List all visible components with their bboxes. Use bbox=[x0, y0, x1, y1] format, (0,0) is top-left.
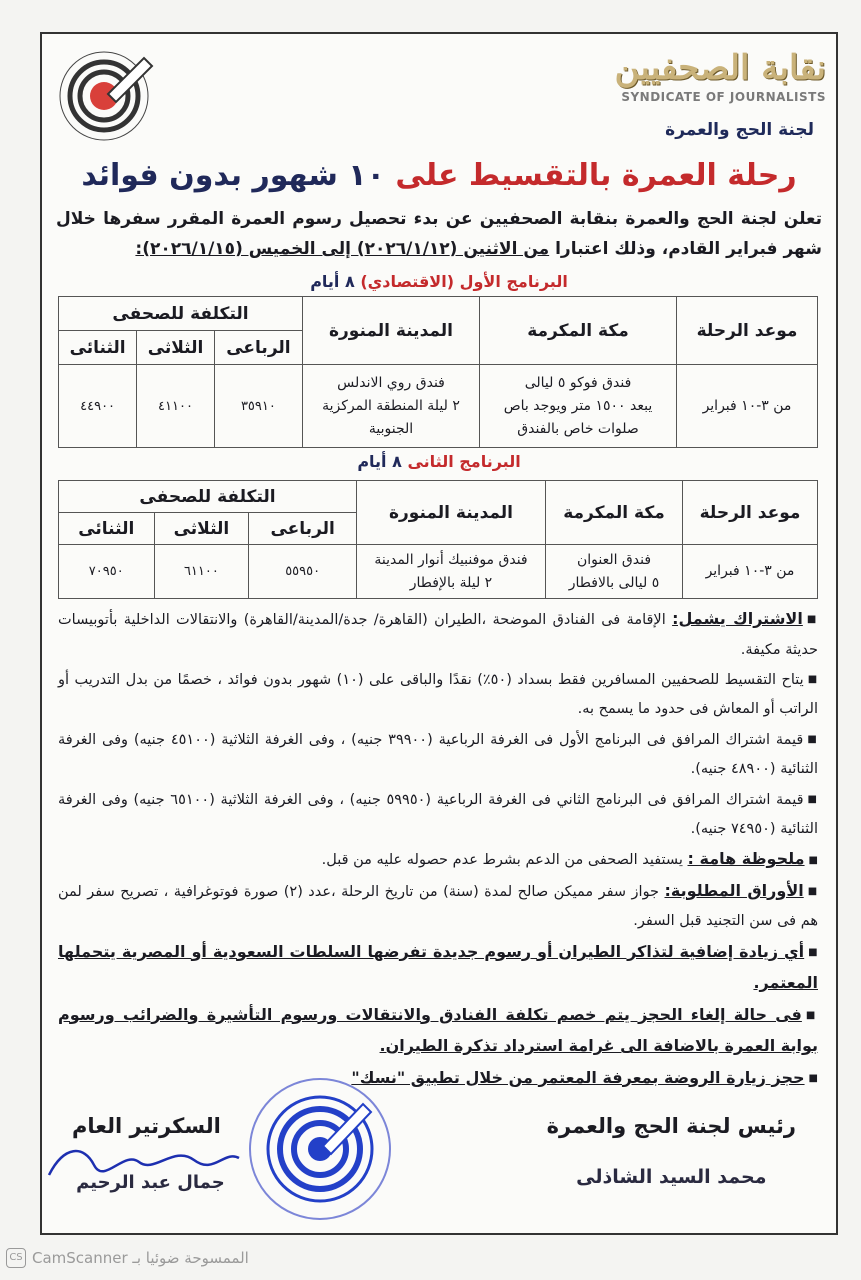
bullet-text: يستفيد الصحفى من الدعم بشرط عدم حصوله عليه من قبل. bbox=[321, 852, 683, 869]
bullet-label: الأوراق المطلوبة: bbox=[664, 880, 804, 900]
cell-quad: ٥٥٩٥٠ bbox=[249, 545, 357, 599]
mecca-line: صلوات خاص بالفندق bbox=[517, 420, 639, 437]
chairman-signature bbox=[547, 1114, 796, 1188]
table-row bbox=[59, 545, 818, 599]
brand-english: SYNDICATE OF JOURNALISTS bbox=[621, 90, 826, 104]
bullet-text: قيمة اشتراك المرافق فى البرنامج الأول فى الغرفة الرباعية (٣٩٩٠٠ جنيه) ، وفى الغرفة الثلاثية (٤٥١٠٠ جنيه) وفى الغرفة الثنائية (٤٨٩٠٠ جنيه). bbox=[58, 731, 818, 777]
announcement-document bbox=[40, 32, 838, 1235]
bullet-text: يتاح التقسيط للصحفيين المسافرين فقط بسداد (٥٠٪) نقدًا والباقى على (١٠) شهور بدون فوائد ، خصمًا من بدل التدريب أو الراتب أو المعاش فى حدود ما يسمح به. bbox=[58, 671, 818, 718]
committee-name: لجنة الحج والعمرة bbox=[665, 120, 814, 140]
medina-line: ٢ ليلة المنطقة المركزية bbox=[322, 397, 460, 414]
header-mecca: مكة المكرمة bbox=[546, 481, 683, 545]
cell-date: من ٣-١٠ فبراير bbox=[677, 365, 818, 448]
header-double: الثنائى bbox=[59, 513, 155, 545]
program2-table bbox=[58, 480, 818, 599]
header-date: موعد الرحلة bbox=[677, 297, 818, 365]
mecca-line: يبعد ١٥٠٠ متر ويوجد باص bbox=[503, 397, 653, 414]
program2-duration: ٨ أيام bbox=[357, 452, 402, 471]
bullet-label: ملحوظة هامة : bbox=[687, 849, 805, 869]
mecca-line: ٥ ليالى بالافطار bbox=[568, 574, 660, 591]
bullet-text: قيمة اشتراك المرافق فى البرنامج الثاني فى الغرفة الرباعية (٥٩٩٥٠ جنيه) ، وفى الغرفة الثلاثية (٦٥١٠٠ جنيه) وفى الغرفة الثنائية (٧٤٩٥٠ جنيه). bbox=[58, 791, 818, 837]
program1-heading-red: البرنامج الأول (الاقتصادي) bbox=[360, 272, 568, 291]
header-medina: المدينة المنورة bbox=[303, 297, 480, 365]
chairman-title: رئيس لجنة الحج والعمرة bbox=[546, 1114, 796, 1138]
title-navy-part: ١٠ شهور بدون فوائد bbox=[81, 158, 385, 193]
intro-text: تعلن لجنة الحج والعمرة بنقابة الصحفيين عن بدء تحصيل رسوم العمرة المقرر سفرها خلال شهر فبراير القادم، وذلك اعتبارا bbox=[56, 209, 822, 259]
secretary-signature bbox=[72, 1114, 229, 1193]
medina-line: فندق موفنبيك أنوار المدينة bbox=[374, 551, 528, 568]
mecca-line: فندق العنوان bbox=[576, 551, 652, 568]
program1-duration: ٨ أيام bbox=[310, 272, 355, 291]
bullet-text: الإقامة فى الفنادق الموضحة ،الطيران (القاهرة/ جدة/المدينة/القاهرة) والانتقالات الداخلية بأتوبيسات حديثة مكيفة. bbox=[58, 612, 818, 658]
list-item: ■قيمة اشتراك المرافق فى البرنامج الأول فى الغرفة الرباعية (٣٩٩٠٠ جنيه) ، وفى الغرفة الثلاثية (٤٥١٠٠ جنيه) وفى الغرفة الثنائية (٤٨٩٠٠ جنيه). bbox=[58, 731, 819, 777]
header-triple: الثلاثى bbox=[137, 331, 215, 365]
mecca-line: فندق فوكو ٥ ليالى bbox=[524, 374, 632, 391]
cell-medina bbox=[303, 365, 480, 448]
conditions-list bbox=[58, 604, 818, 1094]
list-item: ■ملحوظة هامة : يستفيد الصحفى من الدعم بشرط عدم حصوله عليه من قبل. bbox=[321, 849, 818, 869]
list-item: ■فى حالة إلغاء الحجز يتم خصم تكلفة الفنادق والانتقالات ورسوم التأشيرة والضرائب ورسوم بوابة العمرة بالاضافة الى غرامة استرداد تذكرة الطيران. bbox=[58, 1004, 818, 1056]
table-row bbox=[59, 365, 818, 448]
header-double: الثنائى bbox=[59, 331, 137, 365]
cell-mecca bbox=[546, 545, 683, 599]
header-triple: الثلاثى bbox=[154, 513, 249, 545]
page-title bbox=[42, 158, 836, 193]
camscanner-watermark bbox=[6, 1248, 249, 1268]
brand-arabic: نقابة الصحفيين bbox=[614, 48, 826, 88]
camscanner-icon: CS bbox=[6, 1248, 26, 1268]
handwritten-signature-icon bbox=[44, 1140, 244, 1180]
program1-table bbox=[58, 296, 818, 448]
cell-date: من ٣-١٠ فبراير bbox=[683, 545, 818, 599]
chairman-name: محمد السيد الشاذلى bbox=[576, 1166, 767, 1188]
cell-medina bbox=[357, 545, 546, 599]
header-cost: التكلفة للصحفى bbox=[59, 297, 303, 331]
program1-heading bbox=[42, 272, 836, 291]
camscanner-text: الممسوحة ضوئيا بـ CamScanner bbox=[32, 1249, 249, 1267]
syndicate-brand bbox=[615, 48, 826, 104]
header-mecca: مكة المكرمة bbox=[480, 297, 677, 365]
title-red-part: رحلة العمرة بالتقسيط على bbox=[395, 158, 797, 193]
intro-paragraph bbox=[56, 204, 822, 264]
cell-double: ٤٤٩٠٠ bbox=[59, 365, 137, 448]
official-stamp-icon bbox=[245, 1074, 395, 1224]
cell-quad: ٣٥٩١٠ bbox=[214, 365, 302, 448]
list-item: ■يتاح التقسيط للصحفيين المسافرين فقط بسداد (٥٠٪) نقدًا والباقى على (١٠) شهور بدون فوائد ، خصمًا من بدل التدريب أو الراتب أو المعاش فى حدود ما يسمح به. bbox=[58, 671, 818, 718]
bullet-label: الاشتراك يشمل: bbox=[672, 609, 803, 628]
secretary-title: السكرتير العام bbox=[72, 1114, 221, 1138]
cell-triple: ٤١١٠٠ bbox=[137, 365, 215, 448]
header-cost: التكلفة للصحفى bbox=[59, 481, 357, 513]
list-item: ■الأوراق المطلوبة: جواز سفر مميكن صالح لمدة (سنة) من تاريخ الرحلة ،عدد (٢) صورة فوتوغرافية ، تصريح سفر لمن هم فى سن التجنيد قبل السفر. bbox=[58, 880, 819, 930]
bullet-text: حجز زيارة الروضة بمعرفة المعتمر من خلال تطبيق "نسك" bbox=[351, 1067, 805, 1087]
intro-dates: من الاثنين (٢٠٢٦/١/١٢) إلى الخميس (٢٠٢٦/١/١٥): bbox=[135, 239, 550, 259]
header-quad: الرباعى bbox=[249, 513, 357, 545]
medina-line: الجنوبية bbox=[368, 420, 414, 437]
medina-line: ٢ ليلة بالإفطار bbox=[409, 574, 493, 591]
bullet-text: أي زيادة إضافية لتذاكر الطيران أو رسوم جديدة تفرضها السلطات السعودية أو المصرية يتحملها المعتمر. bbox=[58, 941, 818, 993]
cell-double: ٧٠٩٥٠ bbox=[59, 545, 155, 599]
syndicate-logo-icon bbox=[56, 44, 156, 144]
header-date: موعد الرحلة bbox=[683, 481, 818, 545]
program2-heading bbox=[42, 452, 836, 471]
header-quad: الرباعى bbox=[214, 331, 302, 365]
list-item: ■حجز زيارة الروضة بمعرفة المعتمر من خلال تطبيق "نسك" bbox=[351, 1067, 818, 1087]
list-item: ■قيمة اشتراك المرافق فى البرنامج الثاني فى الغرفة الرباعية (٥٩٩٥٠ جنيه) ، وفى الغرفة الثلاثية (٦٥١٠٠ جنيه) وفى الغرفة الثنائية (٧٤٩٥٠ جنيه). bbox=[58, 791, 818, 837]
medina-line: فندق روي الاندلس bbox=[337, 374, 445, 391]
bullet-text: جواز سفر مميكن صالح لمدة (سنة) من تاريخ الرحلة ،عدد (٢) صورة فوتوغرافية ، تصريح سفر لمن هم فى سن التجنيد قبل السفر. bbox=[58, 883, 818, 930]
list-item: ■أي زيادة إضافية لتذاكر الطيران أو رسوم جديدة تفرضها السلطات السعودية أو المصرية يتحملها المعتمر. bbox=[58, 941, 819, 993]
header-medina: المدينة المنورة bbox=[357, 481, 546, 545]
cell-mecca bbox=[480, 365, 677, 448]
bullet-text: فى حالة إلغاء الحجز يتم خصم تكلفة الفنادق والانتقالات ورسوم التأشيرة والضرائب ورسوم بوابة العمرة بالاضافة الى غرامة استرداد تذكرة الطيران. bbox=[58, 1004, 818, 1056]
secretary-name: جمال عبد الرحيم bbox=[76, 1172, 225, 1193]
list-item: ■الاشتراك يشمل: الإقامة فى الفنادق الموضحة ،الطيران (القاهرة/ جدة/المدينة/القاهرة) والانتقالات الداخلية بأتوبيسات حديثة مكيفة. bbox=[58, 609, 819, 658]
program2-heading-red: البرنامج الثانى bbox=[407, 452, 521, 471]
cell-triple: ٦١١٠٠ bbox=[154, 545, 249, 599]
